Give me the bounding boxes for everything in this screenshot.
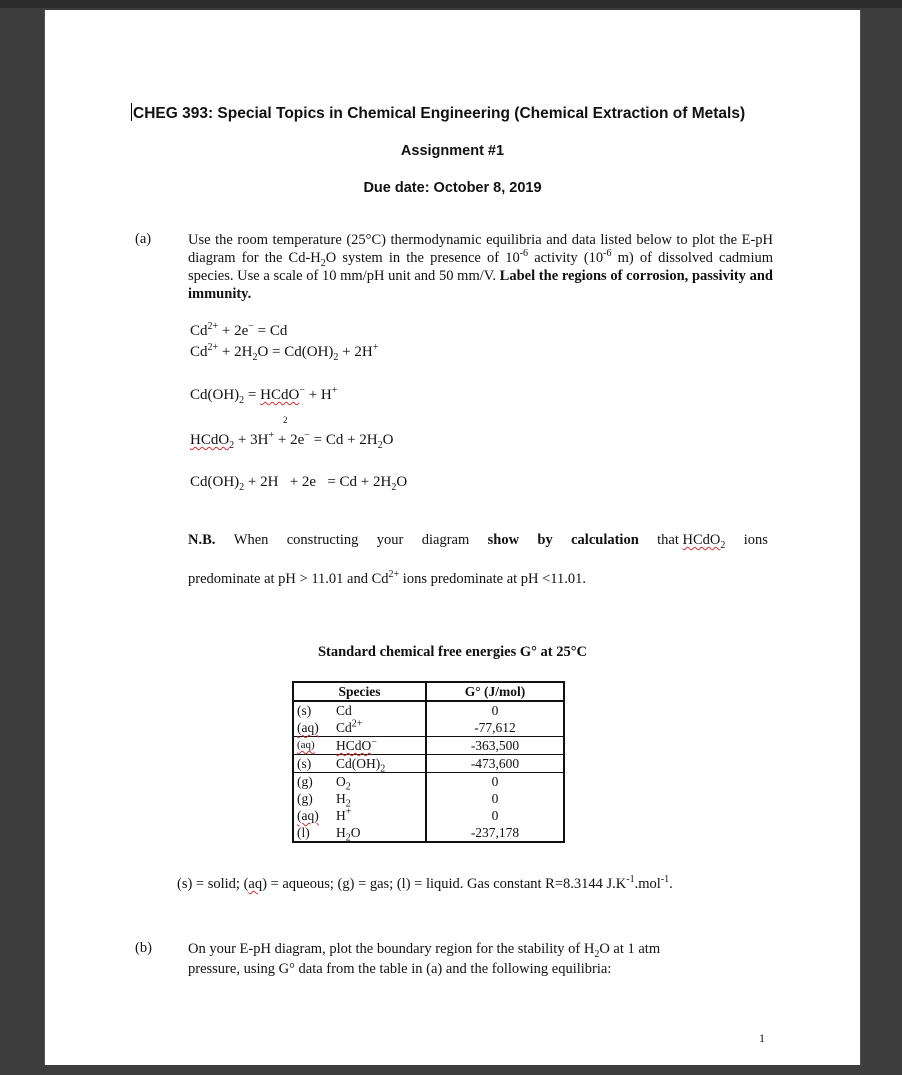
row-state: (g) [293, 790, 333, 807]
table-header-row [293, 682, 564, 701]
table-row [293, 701, 564, 719]
text-cursor [131, 103, 132, 121]
due-date: Due date: October 8, 2019 [363, 180, 542, 196]
free-energy-table [292, 681, 565, 843]
row-g: 0 [426, 807, 564, 824]
row-state: (s) [293, 755, 333, 773]
table-row [293, 773, 564, 791]
row-species: $H_2O$ [333, 824, 426, 842]
page-number: 1 [759, 1031, 765, 1045]
table-row [293, 807, 564, 824]
row-species: $Cd(OH)_2$ [333, 755, 426, 773]
row-species: HCdO− [333, 737, 426, 755]
row-g: -77,612 [426, 719, 564, 737]
part-a-label: (a) [135, 231, 152, 247]
row-species: $Cd^{2+}$ [333, 719, 426, 737]
nb-line-1: N.B. When constructing your diagram show by calculation that HCdO$_2$ ions [188, 532, 768, 551]
viewer-top-bar [0, 0, 902, 8]
table-row [293, 824, 564, 842]
row-species: $O_2$ [336, 774, 351, 793]
document-page [44, 10, 861, 1065]
row-species: H+ [336, 806, 352, 823]
equation-3-stray-subscript: 2 [283, 415, 288, 425]
row-state: (aq) [293, 737, 333, 755]
part-a-intro: Use the room temperature (25°C) thermodynamic equilibria and data listed below to plot the E-pH diagram for the $Cd-H_2O$ system in the presence of $10^{-6}$ activity ($10^{-6}$ m) of dissolved cadmium species. Use a scale of 10 mm/pH unit and 50 mm/V. Label the regions of corrosion, passivity and immunity. [188, 232, 773, 302]
row-state: (aq) [293, 807, 333, 824]
row-g: -473,600 [426, 755, 564, 773]
assignment-title: Assignment #1 [400, 143, 505, 159]
nb-line-2: predominate at pH > 11.01 and $Cd^{2+}$ ions predominate at pH <11.01. [188, 569, 587, 587]
row-species: $H_2$ [336, 791, 351, 810]
equation-2: $Cd^{2+} + 2H_2O = Cd(OH)_2 + 2H^+$ [190, 342, 379, 363]
equation-3: $Cd(OH)_2$ = HCdO− + H+ [190, 385, 338, 406]
row-species: Cd [336, 703, 352, 718]
header-g: G° (J/mol) [426, 682, 564, 701]
row-state: (l) [293, 824, 333, 842]
part-b-label: (b) [135, 940, 152, 956]
row-g: -237,178 [426, 824, 564, 842]
header-species: Species [293, 682, 426, 701]
table-row [293, 790, 564, 807]
table-row [293, 719, 564, 737]
table-footnote: (s) = solid; (aq) = aqueous; (g) = gas; (l) = liquid. Gas constant R=8.3144 $J.K^{-1}.mol^{-1}$. [177, 874, 673, 892]
equation-5: $Cd(OH)_2 + 2H + 2e = Cd + 2H_2O$ [190, 474, 408, 493]
table-title: Standard chemical free energies G° at 25°C [317, 644, 588, 660]
course-title: CHEG 393: Special Topics in Chemical Engineering (Chemical Extraction of Metals) [133, 105, 746, 122]
part-b-text: On your E-pH diagram, plot the boundary region for the stability of $H_2O$ at 1 atm pressure, using G° data from the table in (a) and the following equilibria: [188, 941, 661, 977]
equation-4: HCdO$_2$ + $3H^+ + 2e^- = Cd + 2H_2O$ [190, 430, 394, 451]
row-g: 0 [426, 701, 564, 719]
row-g: -363,500 [426, 737, 564, 755]
table-row [293, 737, 564, 755]
row-state: (g) [293, 773, 333, 791]
row-state: (s) [293, 701, 333, 719]
equation-1: $Cd^{2+} + 2e^- = Cd$ [190, 321, 288, 339]
row-state: (aq) [293, 719, 333, 737]
row-g: 0 [426, 773, 564, 791]
row-g: 0 [426, 790, 564, 807]
table-row [293, 755, 564, 773]
